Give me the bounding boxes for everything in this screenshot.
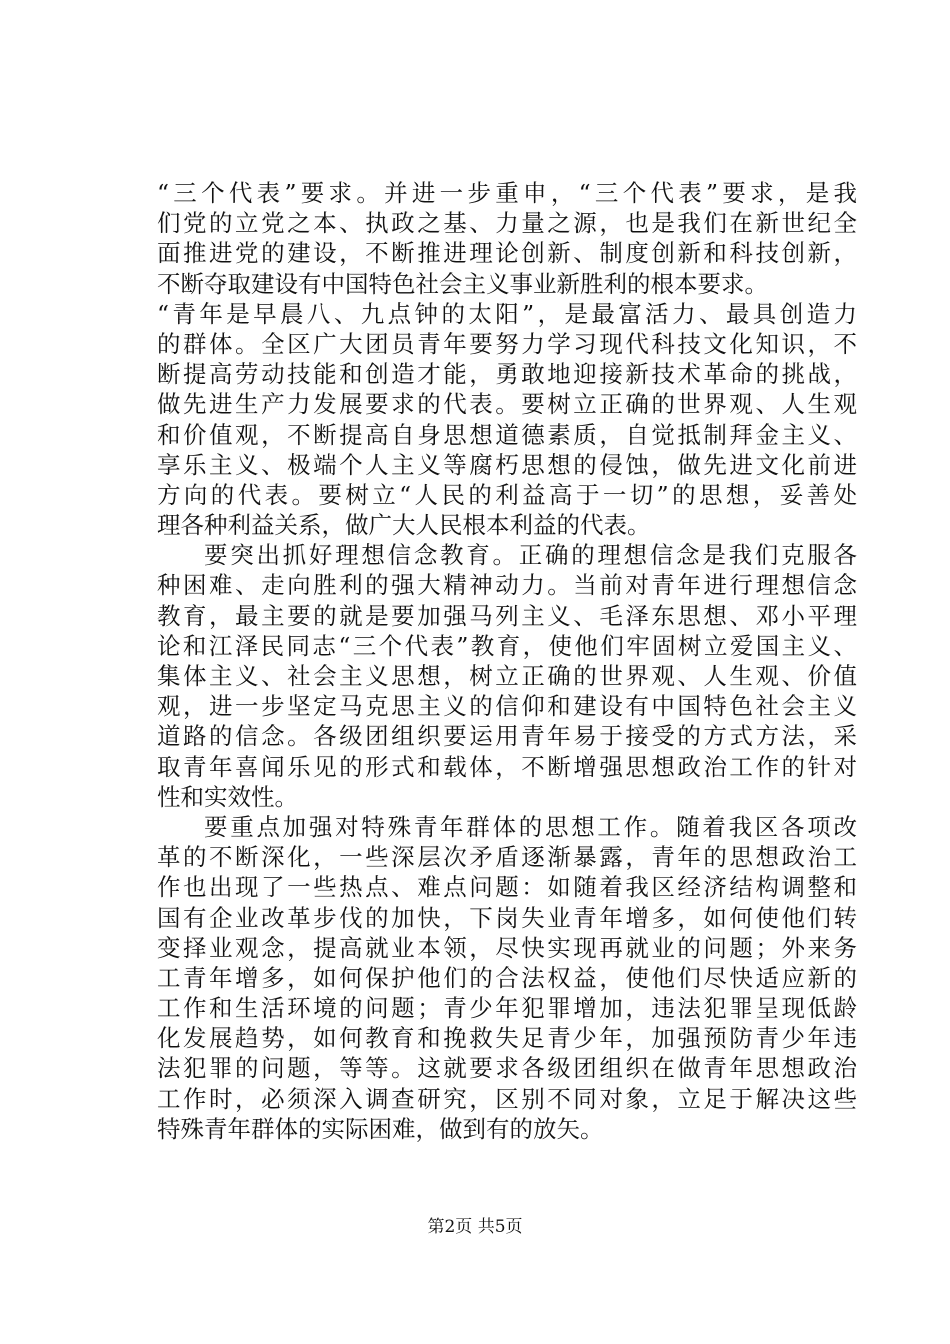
paragraph	[157, 299, 857, 541]
text-line: 面推进党的建设，不断推进理论创新、制度创新和科技创新，	[157, 239, 857, 268]
text-line: 性和实效性。	[157, 782, 298, 811]
text-line: “三个代表”要求。并进一步重申，“三个代表”要求，是我	[157, 179, 857, 207]
text-line: 工青年增多，如何保护他们的合法权益，使他们尽快适应新的	[157, 963, 857, 992]
text-line: 作也出现了一些热点、难点问题：如随着我区经济结构调整和	[157, 873, 857, 902]
text-line: 们党的立党之本、执政之基、力量之源，也是我们在新世纪全	[157, 209, 857, 238]
text-line: “青年是早晨八、九点钟的太阳”，是最富活力、最具创造力	[157, 299, 857, 328]
text-line: 做先进生产力发展要求的代表。要树立正确的世界观、人生观	[157, 390, 857, 419]
text-line: 理各种利益关系，做广大人民根本利益的代表。	[157, 511, 651, 540]
text-line: 享乐主义、极端个人主义等腐朽思想的侵蚀，做先进文化前进	[157, 450, 857, 479]
text-line: 断提高劳动技能和创造才能，勇敢地迎接新技术革命的挑战，	[157, 360, 857, 389]
text-line: 观，进一步坚定马克思主义的信仰和建设有中国特色社会主义	[157, 692, 857, 721]
page-footer: 第2页 共5页	[427, 1217, 523, 1237]
text-line: 教育，最主要的就是要加强马列主义、毛泽东思想、邓小平理	[157, 601, 857, 630]
text-line: 化发展趋势，如何教育和挽救失足青少年，加强预防青少年违	[157, 1024, 857, 1053]
text-line: 要重点加强对特殊青年群体的思想工作。随着我区各项改	[204, 812, 857, 841]
text-line: 集体主义、社会主义思想，树立正确的世界观、人生观、价值	[157, 662, 857, 690]
text-line: 革的不断深化，一些深层次矛盾逐渐暴露，青年的思想政治工	[157, 843, 857, 872]
document-body	[157, 178, 857, 1144]
text-line: 方向的代表。要树立“人民的利益高于一切”的思想，妥善处	[157, 480, 857, 509]
text-line: 特殊青年群体的实际困难，做到有的放矢。	[157, 1114, 604, 1143]
text-line: 和价值观，不断提高自身思想道德素质，自觉抵制拜金主义、	[157, 420, 857, 449]
text-line: 工作时，必须深入调查研究，区别不同对象，立足于解决这些	[157, 1084, 857, 1113]
text-line: 不断夺取建设有中国特色社会主义事业新胜利的根本要求。	[157, 269, 768, 298]
text-line: 变择业观念，提高就业本领，尽快实现再就业的问题；外来务	[157, 933, 857, 962]
text-line: 种困难、走向胜利的强大精神动力。当前对青年进行理想信念	[157, 571, 857, 600]
text-line: 工作和生活环境的问题；青少年犯罪增加，违法犯罪呈现低龄	[157, 994, 857, 1023]
text-line: 论和江泽民同志“三个代表”教育，使他们牢固树立爱国主义、	[157, 631, 857, 660]
text-line: 国有企业改革步伐的加快，下岗失业青年增多，如何使他们转	[157, 903, 857, 932]
text-line: 取青年喜闻乐见的形式和载体，不断增强思想政治工作的针对	[157, 752, 857, 781]
paragraph	[157, 812, 857, 1144]
paragraph	[157, 178, 857, 299]
text-line: 法犯罪的问题，等等。这就要求各级团组织在做青年思想政治	[157, 1054, 857, 1083]
text-line: 的群体。全区广大团员青年要努力学习现代科技文化知识，不	[157, 329, 857, 358]
text-line: 要突出抓好理想信念教育。正确的理想信念是我们克服各	[204, 541, 857, 570]
text-line: 道路的信念。各级团组织要运用青年易于接受的方式方法，采	[157, 722, 857, 751]
paragraph	[157, 540, 857, 812]
